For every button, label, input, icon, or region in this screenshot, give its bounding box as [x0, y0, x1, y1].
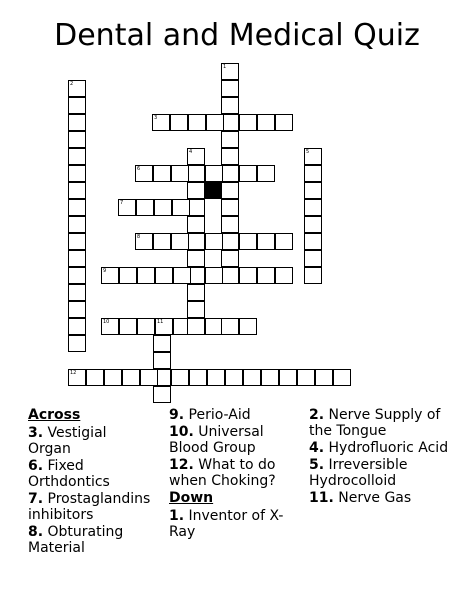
- clues-column-2: [169, 407, 304, 541]
- crossword-cell[interactable]: [257, 233, 275, 250]
- clue-text: Inventor of X-Ray: [169, 508, 284, 540]
- crossword-cell[interactable]: [239, 165, 257, 182]
- crossword-cell[interactable]: [221, 97, 239, 114]
- clue-number: 2.: [309, 407, 325, 423]
- crossword-cell[interactable]: [221, 165, 239, 182]
- crossword-cell[interactable]: [221, 216, 239, 233]
- crossword-cell[interactable]: [68, 131, 86, 148]
- clue-item: [169, 457, 304, 489]
- crossword-cell[interactable]: [221, 233, 239, 250]
- crossword-cell[interactable]: [68, 233, 86, 250]
- clue-text: Fixed Orthdontics: [28, 458, 110, 490]
- crossword-cell[interactable]: [68, 165, 86, 182]
- crossword-cell[interactable]: [189, 369, 207, 386]
- clue-number: 8: [137, 234, 141, 240]
- crossword-cell[interactable]: [153, 165, 171, 182]
- crossword-cell[interactable]: [119, 267, 137, 284]
- crossword-cell[interactable]: [304, 233, 322, 250]
- clue-item: [309, 440, 459, 456]
- clue-number: 9: [103, 268, 107, 274]
- clue-number: 5: [306, 149, 310, 155]
- crossword-cell[interactable]: [68, 148, 86, 165]
- clue-number: 7.: [28, 491, 44, 507]
- crossword-cell[interactable]: [122, 369, 140, 386]
- crossword-cell[interactable]: [137, 267, 155, 284]
- crossword-cell[interactable]: [171, 369, 189, 386]
- clue-item: [309, 457, 459, 489]
- crossword-cell[interactable]: [304, 216, 322, 233]
- clue-text: Prostaglandins inhibitors: [28, 491, 151, 523]
- clue-item: [169, 407, 304, 423]
- clue-number: 4: [189, 149, 193, 155]
- crossword-cell[interactable]: [187, 233, 205, 250]
- clue-text: Hydrofluoric Acid: [328, 440, 449, 456]
- crossword-cell[interactable]: [68, 284, 86, 301]
- clue-item: [28, 491, 153, 523]
- crossword-cell[interactable]: [154, 199, 172, 216]
- crossword-cell[interactable]: [173, 267, 191, 284]
- crossword-cell[interactable]: [68, 335, 86, 352]
- crossword-cell[interactable]: [221, 148, 239, 165]
- crossword-cell[interactable]: [68, 97, 86, 114]
- crossword-cell[interactable]: [153, 335, 171, 352]
- clue-item: [28, 458, 153, 490]
- crossword-cell[interactable]: [172, 199, 190, 216]
- page-title: Dental and Medical Quiz: [54, 18, 420, 53]
- clue-number: 1: [223, 64, 227, 70]
- crossword-cell[interactable]: [261, 369, 279, 386]
- clue-item: [169, 424, 304, 456]
- clue-number: 2: [70, 81, 74, 87]
- crossword-cell[interactable]: [304, 267, 322, 284]
- crossword-cell[interactable]: [205, 165, 223, 182]
- clue-number: 6: [137, 166, 141, 172]
- crossword-cell[interactable]: [207, 369, 225, 386]
- crossword-cell[interactable]: [187, 165, 205, 182]
- crossword-cell[interactable]: [221, 199, 239, 216]
- clue-text: Irreversible Hydrocolloid: [309, 457, 408, 489]
- clue-number: 11: [157, 319, 164, 325]
- crossword-cell[interactable]: [315, 369, 333, 386]
- clue-text: Nerve Gas: [338, 490, 412, 506]
- clue-number: 3: [154, 115, 158, 121]
- crossword-cell[interactable]: [221, 250, 239, 267]
- crossword-cell[interactable]: [68, 182, 86, 199]
- clue-text: Universal Blood Group: [169, 424, 264, 456]
- crossword-cell[interactable]: [257, 114, 275, 131]
- clue-number: 6.: [28, 458, 44, 474]
- crossword-cell[interactable]: [155, 318, 173, 335]
- crossword-cell[interactable]: [304, 199, 322, 216]
- crossword-cell[interactable]: [205, 267, 223, 284]
- crossword-cell[interactable]: [118, 199, 136, 216]
- crossword-cell[interactable]: [86, 369, 104, 386]
- crossword-cell[interactable]: [187, 250, 205, 267]
- crossword-cell[interactable]: [239, 267, 257, 284]
- crossword-cell[interactable]: [187, 301, 205, 318]
- crossword-cell[interactable]: [153, 352, 171, 369]
- crossword-cell[interactable]: [140, 369, 158, 386]
- crossword-cell[interactable]: [187, 148, 205, 165]
- crossword-cell[interactable]: [304, 165, 322, 182]
- clue-number: 12.: [169, 457, 194, 473]
- clue-number: 7: [120, 200, 124, 206]
- crossword-cell[interactable]: [275, 233, 293, 250]
- crossword-cell[interactable]: [135, 165, 153, 182]
- crossword-cell[interactable]: [68, 301, 86, 318]
- crossword-cell[interactable]: [221, 80, 239, 97]
- crossword-cell[interactable]: [187, 216, 205, 233]
- clue-text: Perio-Aid: [188, 407, 251, 423]
- crossword-cell[interactable]: [104, 369, 122, 386]
- crossword-cell[interactable]: [304, 148, 322, 165]
- crossword-cell[interactable]: [68, 267, 86, 284]
- crossword-cell[interactable]: [68, 369, 86, 386]
- crossword-cell[interactable]: [68, 80, 86, 97]
- clue-number: 1.: [169, 508, 185, 524]
- crossword-cell[interactable]: [68, 114, 86, 131]
- crossword-cell[interactable]: [68, 318, 86, 335]
- crossword-cell[interactable]: [297, 369, 315, 386]
- clue-item: [169, 508, 304, 540]
- crossword-cell[interactable]: [221, 318, 239, 335]
- crossword-cell[interactable]: [221, 182, 239, 199]
- crossword-cell[interactable]: [68, 199, 86, 216]
- crossword-cell[interactable]: [304, 182, 322, 199]
- crossword-cell[interactable]: [304, 250, 322, 267]
- crossword-cell[interactable]: [137, 318, 155, 335]
- crossword-cell[interactable]: [171, 165, 189, 182]
- clue-item: [28, 425, 153, 457]
- crossword-cell[interactable]: [275, 267, 293, 284]
- clues-column-1: [28, 407, 153, 557]
- crossword-cell[interactable]: [205, 233, 223, 250]
- crossword-cell[interactable]: [187, 284, 205, 301]
- clue-item: [28, 524, 153, 556]
- crossword-cell[interactable]: [221, 267, 239, 284]
- crossword-cell[interactable]: [152, 114, 170, 131]
- clue-number: 10: [103, 319, 110, 325]
- crossword-cell[interactable]: [225, 369, 243, 386]
- clue-number: 8.: [28, 524, 44, 540]
- crossword-cell[interactable]: [239, 233, 257, 250]
- crossword-cell[interactable]: [243, 369, 261, 386]
- crossword-cell[interactable]: [206, 114, 224, 131]
- crossword-cell[interactable]: [119, 318, 137, 335]
- down-heading: Down: [169, 490, 214, 506]
- crossword-cell[interactable]: [333, 369, 351, 386]
- clue-number: 3.: [28, 425, 44, 441]
- crossword-cell[interactable]: [153, 233, 171, 250]
- clue-number: 10.: [169, 424, 194, 440]
- clue-number: 5.: [309, 457, 325, 473]
- crossword-cell[interactable]: [187, 182, 205, 199]
- crossword-cell[interactable]: [135, 233, 153, 250]
- crossword-cell[interactable]: [136, 199, 154, 216]
- crossword-cell[interactable]: [171, 233, 189, 250]
- crossword-cell[interactable]: [170, 114, 188, 131]
- clue-number: 11.: [309, 490, 334, 506]
- crossword-cell[interactable]: [279, 369, 297, 386]
- blocked-cell: [204, 182, 222, 199]
- clue-item: [309, 407, 459, 439]
- crossword-cell[interactable]: [68, 216, 86, 233]
- clue-text: Nerve Supply of the Tongue: [309, 407, 441, 439]
- clue-item: [309, 490, 459, 506]
- crossword-cell[interactable]: [101, 318, 119, 335]
- crossword-cell[interactable]: [155, 267, 173, 284]
- crossword-cell[interactable]: [257, 267, 275, 284]
- crossword-cell[interactable]: [239, 318, 257, 335]
- clue-text: What to do when Choking?: [169, 457, 276, 489]
- crossword-cell[interactable]: [153, 386, 171, 403]
- clue-text: Obturating Material: [28, 524, 124, 556]
- crossword-cell[interactable]: [187, 318, 205, 335]
- clues-column-3: [309, 407, 459, 507]
- clue-number: 9.: [169, 407, 185, 423]
- crossword-cell[interactable]: [188, 114, 206, 131]
- crossword-cell[interactable]: [239, 114, 257, 131]
- clue-text: Vestigial Organ: [28, 425, 107, 457]
- crossword-cell[interactable]: [257, 165, 275, 182]
- clue-number: 12: [70, 370, 77, 376]
- crossword-cell[interactable]: [221, 131, 239, 148]
- crossword-cell[interactable]: [221, 63, 239, 80]
- across-heading: Across: [28, 407, 81, 423]
- clue-number: 4.: [309, 440, 325, 456]
- crossword-cell[interactable]: [68, 250, 86, 267]
- crossword-cell[interactable]: [101, 267, 119, 284]
- crossword-cell[interactable]: [275, 114, 293, 131]
